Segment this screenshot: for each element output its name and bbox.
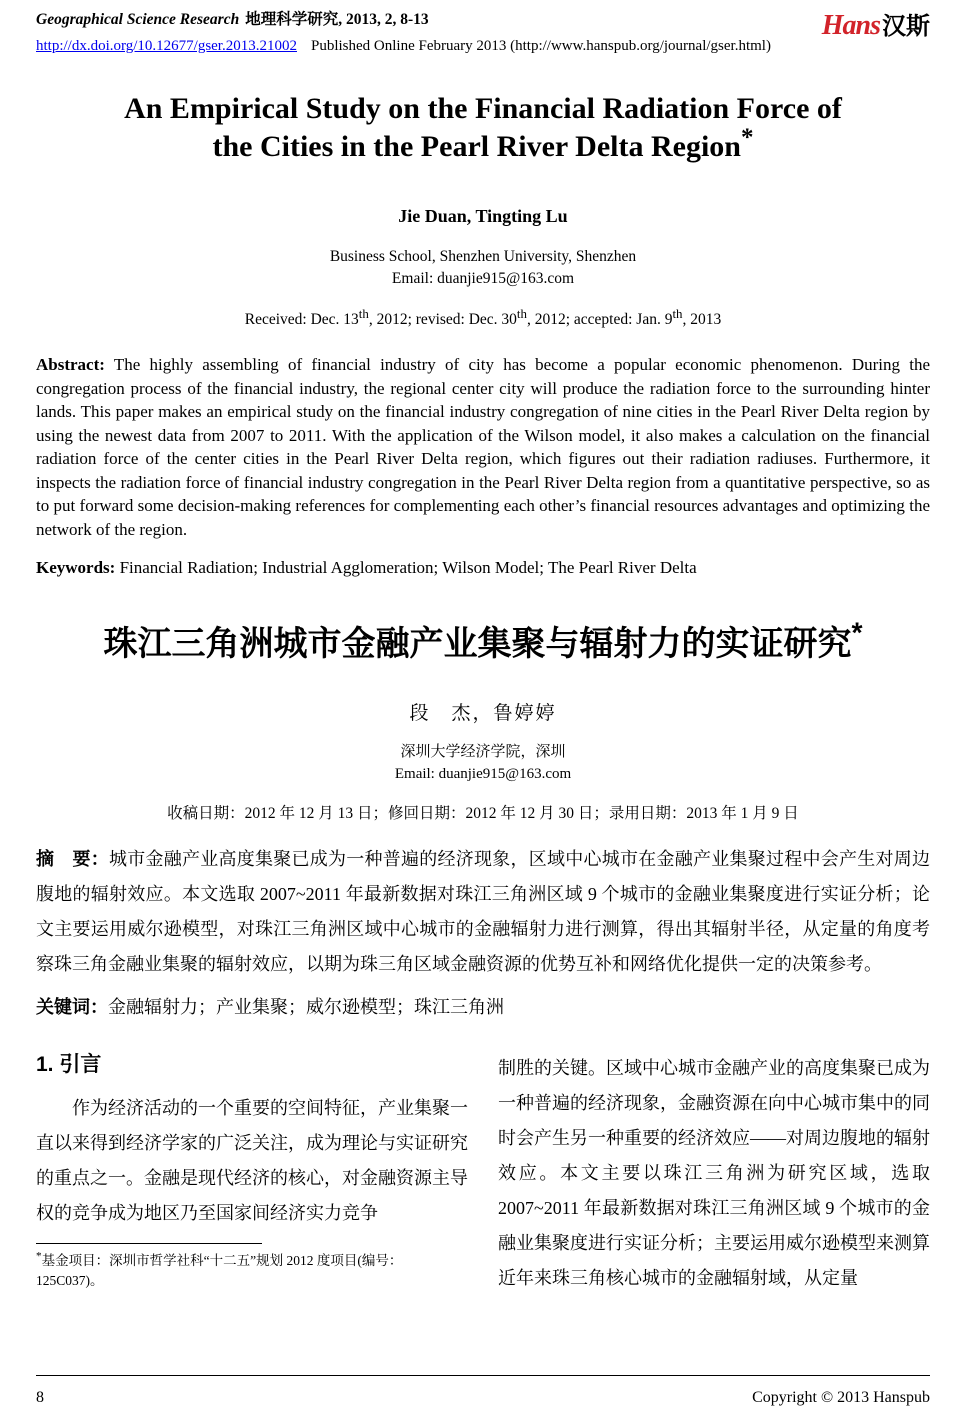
abstract-text: The highly assembling of financial industry of city has become a popular economic phenomenon. During the congregation process of the financial industry, the regional center city will produce the radiation force to the surrounding hinter lands. This paper makes an empirical study on the financial industry congregation of nine cities in the Pearl River Delta region by using the newest data from 2007 to 2011. With the application of the Wilson model, it also makes a calculation on the financial radiation force of the center cities in the Pearl River Delta region, which figures out their radiation radiuses. Furthermore, it inspects the radiation force of financial industry congregation in the Pearl River Delta region from a quantitative perspective, so as to put forward some decision-making references for complementing each other’s financial resources advantages and optimizing the network of the region. <box>36 355 930 539</box>
received-dates-chinese: 收稿日期：2012 年 12 月 13 日；修回日期：2012 年 12 月 30 日；录用日期：2013 年 1 月 9 日 <box>167 805 799 822</box>
chinese-abstract-text: 城市金融产业高度集聚已成为一种普遍的经济现象，区域中心城市在金融产业集聚过程中会产生对周边腹地的辐射效应。本文选取 2007~2011 年最新数据对珠江三角洲区域 9 个城市的金融业集聚度进行实证分析；论文主要运用威尔逊模型，对珠江三角洲区域中心城市的金融辐射力进行测算，得出其辐射半径，从定量的角度考察珠三角金融业集聚的辐射效应，以期为珠三角区域金融资源的优势互补和网络优化提供一定的决策参考。 <box>36 849 930 974</box>
doi-line <box>36 37 930 56</box>
received-dates-english <box>36 305 930 329</box>
received-part-2: , 2012; revised: Dec. 30 <box>368 311 517 328</box>
right-column <box>498 1051 930 1296</box>
funding-footnote <box>36 1243 468 1291</box>
received-sup-2: th <box>516 305 527 321</box>
chinese-keywords <box>36 990 930 1025</box>
page-number: 8 <box>36 1389 44 1406</box>
english-abstract <box>36 353 930 541</box>
received-part-3: , 2012; accepted: Jan. 9 <box>526 311 673 328</box>
section-1-paragraph-left: 作为经济活动的一个重要的空间特征，产业集聚一直以来得到经济学家的广泛关注，成为理论与实证研究的重点之一。金融是现代经济的核心，对金融资源主导权的竞争成为地区乃至国家间经济实力竞争 <box>36 1098 468 1223</box>
chinese-email: Email: duanjie915@163.com <box>394 766 572 782</box>
published-online-text: Published Online February 2013 (http://www.hanspub.org/journal/gser.html) <box>310 38 771 54</box>
footnote-text <box>36 1251 468 1291</box>
two-column-body <box>36 1051 930 1296</box>
chinese-keywords-label: 关键词： <box>36 997 108 1017</box>
english-authors: Jie Duan, Tingting Lu <box>398 206 568 226</box>
received-sup-3: th <box>672 305 683 321</box>
copyright: Copyright © 2013 Hanspub <box>752 1389 930 1406</box>
chinese-abstract-label: 摘 要： <box>36 849 109 869</box>
received-sup-1: th <box>358 305 369 321</box>
abstract-label: Abstract: <box>36 355 105 374</box>
english-title-line2: the Cities in the Pearl River Delta Region <box>212 130 741 163</box>
chinese-abstract <box>36 842 930 982</box>
chinese-title-text: 珠江三角洲城市金融产业集聚与辐射力的实证研究 <box>103 625 852 663</box>
english-affiliation: Business School, Shenzhen University, Shenzhen <box>329 248 637 265</box>
english-email: Email: duanjie915@163.com <box>391 270 575 287</box>
chinese-title <box>36 617 930 666</box>
keywords-text: Financial Radiation; Industrial Agglomeration; Wilson Model; The Pearl River Delta <box>115 558 697 577</box>
section-1-paragraph-right: 制胜的关键。区域中心城市金融产业的高度集聚已成为一种普遍的经济现象，金融资源在向中心城市集中的同时会产生另一种重要的经济效应——对周边腹地的辐射效应。本文主要以珠江三角洲为研究区域，选取 2007~2011 年最新数据对珠江三角洲区域 9 个城市的金融业集聚度进行实证分析；主要运用威尔逊模型来测算近年来珠三角核心城市的金融辐射域，从定量 <box>498 1058 930 1288</box>
section-1-heading: 1. 引言 <box>36 1053 102 1076</box>
journal-citation <box>36 10 930 30</box>
received-part-4: , 2013 <box>682 311 722 328</box>
title-footnote-mark: * <box>741 124 754 151</box>
chinese-authors: 段 杰，鲁婷婷 <box>409 703 557 724</box>
footnote-rule <box>36 1243 262 1244</box>
chinese-keywords-text: 金融辐射力；产业集聚；威尔逊模型；珠江三角洲 <box>108 997 504 1017</box>
keywords-label: Keywords: <box>36 558 116 577</box>
hans-logo-chinese-text: 汉斯 <box>882 13 930 40</box>
received-part-1: Received: Dec. 13 <box>244 311 359 328</box>
footnote-mark: * <box>36 1250 42 1263</box>
journal-name-english: Geographical Science Research <box>36 11 240 28</box>
journal-name-chinese: 地理科学研究, 2013, 2, 8-13 <box>245 11 429 28</box>
english-title-line1: An Empirical Study on the Financial Radiation Force of <box>124 92 842 125</box>
footnote-body: 基金项目：深圳市哲学社科“十二五”规划 2012 度项目(编号：125C037)。 <box>36 1253 403 1288</box>
page-footer <box>36 1375 930 1407</box>
chinese-affiliation: 深圳大学经济学院，深圳 <box>400 744 566 760</box>
english-keywords <box>36 556 930 580</box>
journal-header <box>36 10 930 56</box>
hans-logo-text: Hans <box>821 10 880 41</box>
left-column <box>36 1051 468 1296</box>
chinese-title-footnote-mark: * <box>851 617 863 650</box>
english-title <box>36 90 930 166</box>
doi-link[interactable]: http://dx.doi.org/10.12677/gser.2013.21002 <box>36 38 297 54</box>
hanspub-logo <box>822 6 930 42</box>
